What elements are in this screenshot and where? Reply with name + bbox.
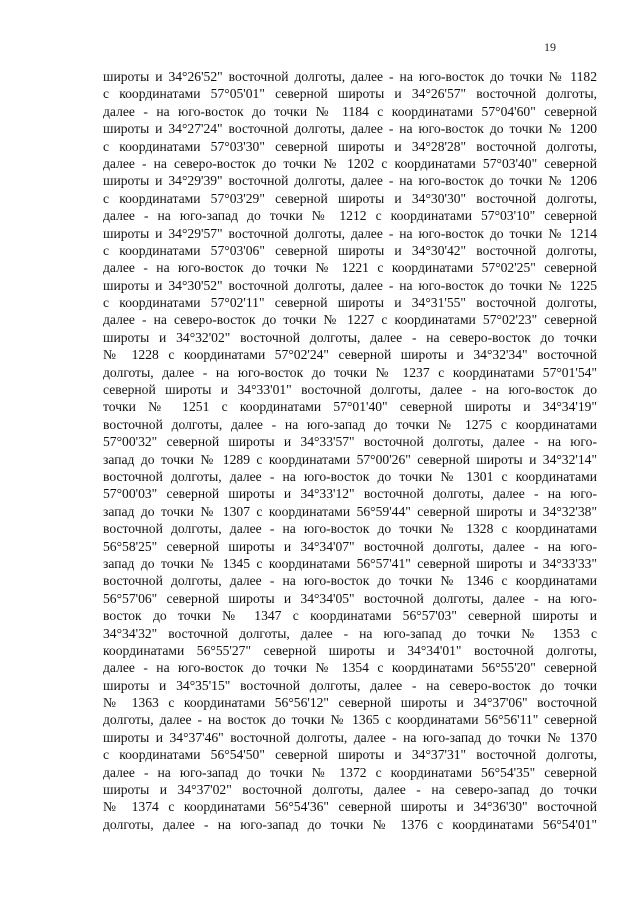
text-line: координатами 56°55'27" северной широты и 34°34'01" восточной долготы, [103,642,597,658]
text-line: долготы, далее - на юго-запад до точки № 1376 с координатами 56°54'01" [103,816,597,832]
text-line: широты и 34°26'52" восточной долготы, далее - на юго-восток до точки № 1182 [103,69,597,84]
text-line: восточной долготы, далее - на юго-запад до точки № 1275 с координатами [103,416,597,432]
text-line: широты и 34°27'24" восточной долготы, далее - на юго-восток до точки № 1200 [103,121,597,137]
text-line: долготы, далее - на юго-восток до точки № 1237 с координатами 57°01'54" [103,364,597,380]
text-line: широты и 34°32'02" восточной долготы, далее - на северо-восток до точки [103,329,597,345]
text-line: далее - на северо-восток до точки № 1202 с координатами 57°03'40" северной [103,155,597,171]
text-line: далее - на юго-восток до точки № 1184 с координатами 57°04'60" северной [103,103,597,119]
text-line: запад до точки № 1289 с координатами 57°00'26" северной широты и 34°32'14" [103,451,597,467]
text-line: широты и 34°37'46" восточной долготы, далее - на юго-запад до точки № 1370 [103,729,597,745]
text-line: 34°34'32" восточной долготы, далее - на юго-запад до точки № 1353 с [103,625,597,641]
text-line: широты и 34°35'15" восточной долготы, далее - на северо-восток до точки [103,677,597,693]
text-line: 57°00'32" северной широты и 34°33'57" восточной долготы, далее - на юго- [103,434,597,450]
text-line: долготы, далее - на восток до точки № 1365 с координатами 56°56'11" северной [103,712,597,728]
text-line: запад до точки № 1345 с координатами 56°57'41" северной широты и 34°33'33" [103,555,597,571]
text-line: восточной долготы, далее - на юго-восток до точки № 1328 с координатами [103,521,597,537]
text-line: восточной долготы, далее - на юго-восток до точки № 1346 с координатами [103,573,597,589]
text-line: далее - на северо-восток до точки № 1227 с координатами 57°02'23" северной [103,312,597,328]
text-line: с координатами 57°02'11" северной широты и 34°31'55" восточной долготы, [103,295,597,311]
text-line: далее - на юго-запад до точки № 1212 с координатами 57°03'10" северной [103,208,597,224]
text-line: с координатами 57°03'30" северной широты и 34°28'28" восточной долготы, [103,138,597,154]
page-number: 19 [544,40,556,54]
text-line: широты и 34°29'57" восточной долготы, далее - на юго-восток до точки № 1214 [103,225,597,241]
text-line: с координатами 56°54'50" северной широты и 34°37'31" восточной долготы, [103,747,597,763]
text-line: северной широты и 34°33'01" восточной долготы, далее - на юго-восток до [103,382,597,398]
text-line: широты и 34°37'02" восточной долготы, далее - на северо-запад до точки [103,782,597,798]
text-line: с координатами 57°05'01" северной широты и 34°26'57" восточной долготы, [103,86,597,102]
text-line: широты и 34°30'52" восточной долготы, далее - на юго-восток до точки № 1225 [103,277,597,293]
text-line: № 1363 с координатами 56°56'12" северной широты и 34°37'06" восточной [103,695,597,711]
text-line: 57°00'03" северной широты и 34°33'12" восточной долготы, далее - на юго- [103,486,597,502]
text-line: далее - на юго-запад до точки № 1372 с координатами 56°54'35" северной [103,764,597,780]
text-line: с координатами 57°03'06" северной широты и 34°30'42" восточной долготы, [103,242,597,258]
text-line: с координатами 57°03'29" северной широты и 34°30'30" восточной долготы, [103,190,597,206]
text-line: 56°57'06" северной широты и 34°34'05" восточной долготы, далее - на юго- [103,590,597,606]
text-line: № 1228 с координатами 57°02'24" северной широты и 34°32'34" восточной [103,347,597,363]
text-line: № 1374 с координатами 56°54'36" северной широты и 34°36'30" восточной [103,799,597,815]
text-line: точки № 1251 с координатами 57°01'40" северной широты и 34°34'19" [103,399,597,415]
text-line: восточной долготы, далее - на юго-восток до точки № 1301 с координатами [103,468,597,484]
text-line: восток до точки № 1347 с координатами 56°57'03" северной широты и [103,608,597,624]
text-line: широты и 34°29'39" восточной долготы, далее - на юго-восток до точки № 1206 [103,173,597,189]
text-line: 56°58'25" северной широты и 34°34'07" восточной долготы, далее - на юго- [103,538,597,554]
document-body [103,68,597,833]
text-line: далее - на юго-восток до точки № 1354 с координатами 56°55'20" северной [103,660,597,676]
text-line: далее - на юго-восток до точки № 1221 с координатами 57°02'25" северной [103,260,597,276]
text-line: запад до точки № 1307 с координатами 56°59'44" северной широты и 34°32'38" [103,503,597,519]
